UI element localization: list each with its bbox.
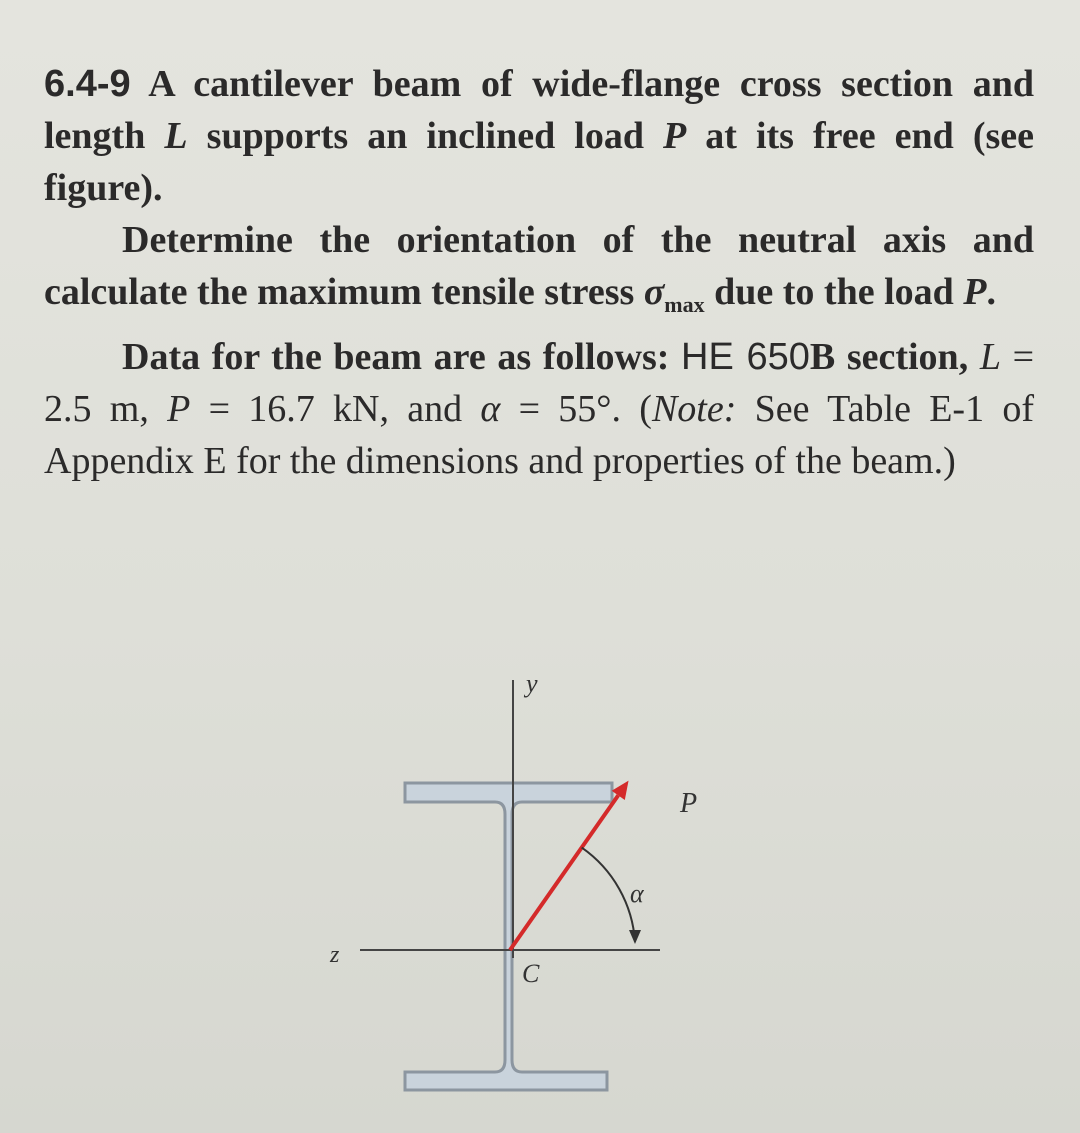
alpha-symbol: α: [480, 388, 501, 430]
angle-arrowhead: [629, 930, 641, 944]
task-text-1: Determine the orientation of the neutral axis and calculate the maximum tensile stress: [44, 219, 1034, 313]
task-text-2: due to the load: [704, 271, 964, 313]
beam-figure-svg: [300, 640, 720, 1120]
variable-L-2: L: [979, 336, 1001, 378]
load-label: P: [680, 788, 698, 819]
angle-label: α: [630, 879, 644, 908]
sigma-symbol: σ: [643, 271, 665, 313]
data-text-1: Data for the beam are as follows:: [122, 336, 681, 378]
load-arrowhead: [612, 781, 629, 800]
note-label: Note:: [651, 388, 737, 430]
sigma-subscript: max: [664, 292, 705, 317]
variable-L: L: [164, 115, 188, 157]
problem-number: 6.4-9: [44, 63, 131, 105]
intro-text-3: at its free end (see figure).: [44, 115, 1034, 209]
intro-text-2: supports an inclined load: [187, 115, 663, 157]
task-text-3: .: [986, 271, 996, 313]
variable-P-3: P: [167, 388, 191, 430]
beam-cross-section-figure: [300, 640, 720, 1120]
angle-value: = 55°. (: [500, 388, 652, 430]
data-text-3: See Table E-1 of Appendix E for the dimensions and properties of the beam.): [44, 388, 1034, 482]
section-designation: HE 650: [681, 336, 810, 378]
problem-paragraph-1: [44, 58, 1034, 214]
z-axis-label: z: [330, 942, 340, 968]
load-arrow-line: [510, 795, 618, 950]
load-value: = 16.7 kN, and: [190, 388, 481, 430]
problem-paragraph-2: [44, 214, 1034, 331]
centroid-label: C: [522, 959, 540, 988]
section-suffix: B: [809, 336, 836, 378]
intro-text-1: A cantilever beam of wide-flange cross section and length: [44, 63, 1034, 157]
problem-statement: [44, 58, 1034, 487]
variable-P-2: P: [963, 271, 987, 313]
y-axis-label: y: [526, 669, 538, 698]
length-value: = 2.5 m,: [44, 336, 1034, 430]
problem-paragraph-3: [44, 331, 1034, 487]
wide-flange-section: [405, 783, 612, 1090]
data-text-2: section,: [835, 336, 980, 378]
angle-arc: [582, 848, 635, 942]
variable-P: P: [663, 115, 687, 157]
